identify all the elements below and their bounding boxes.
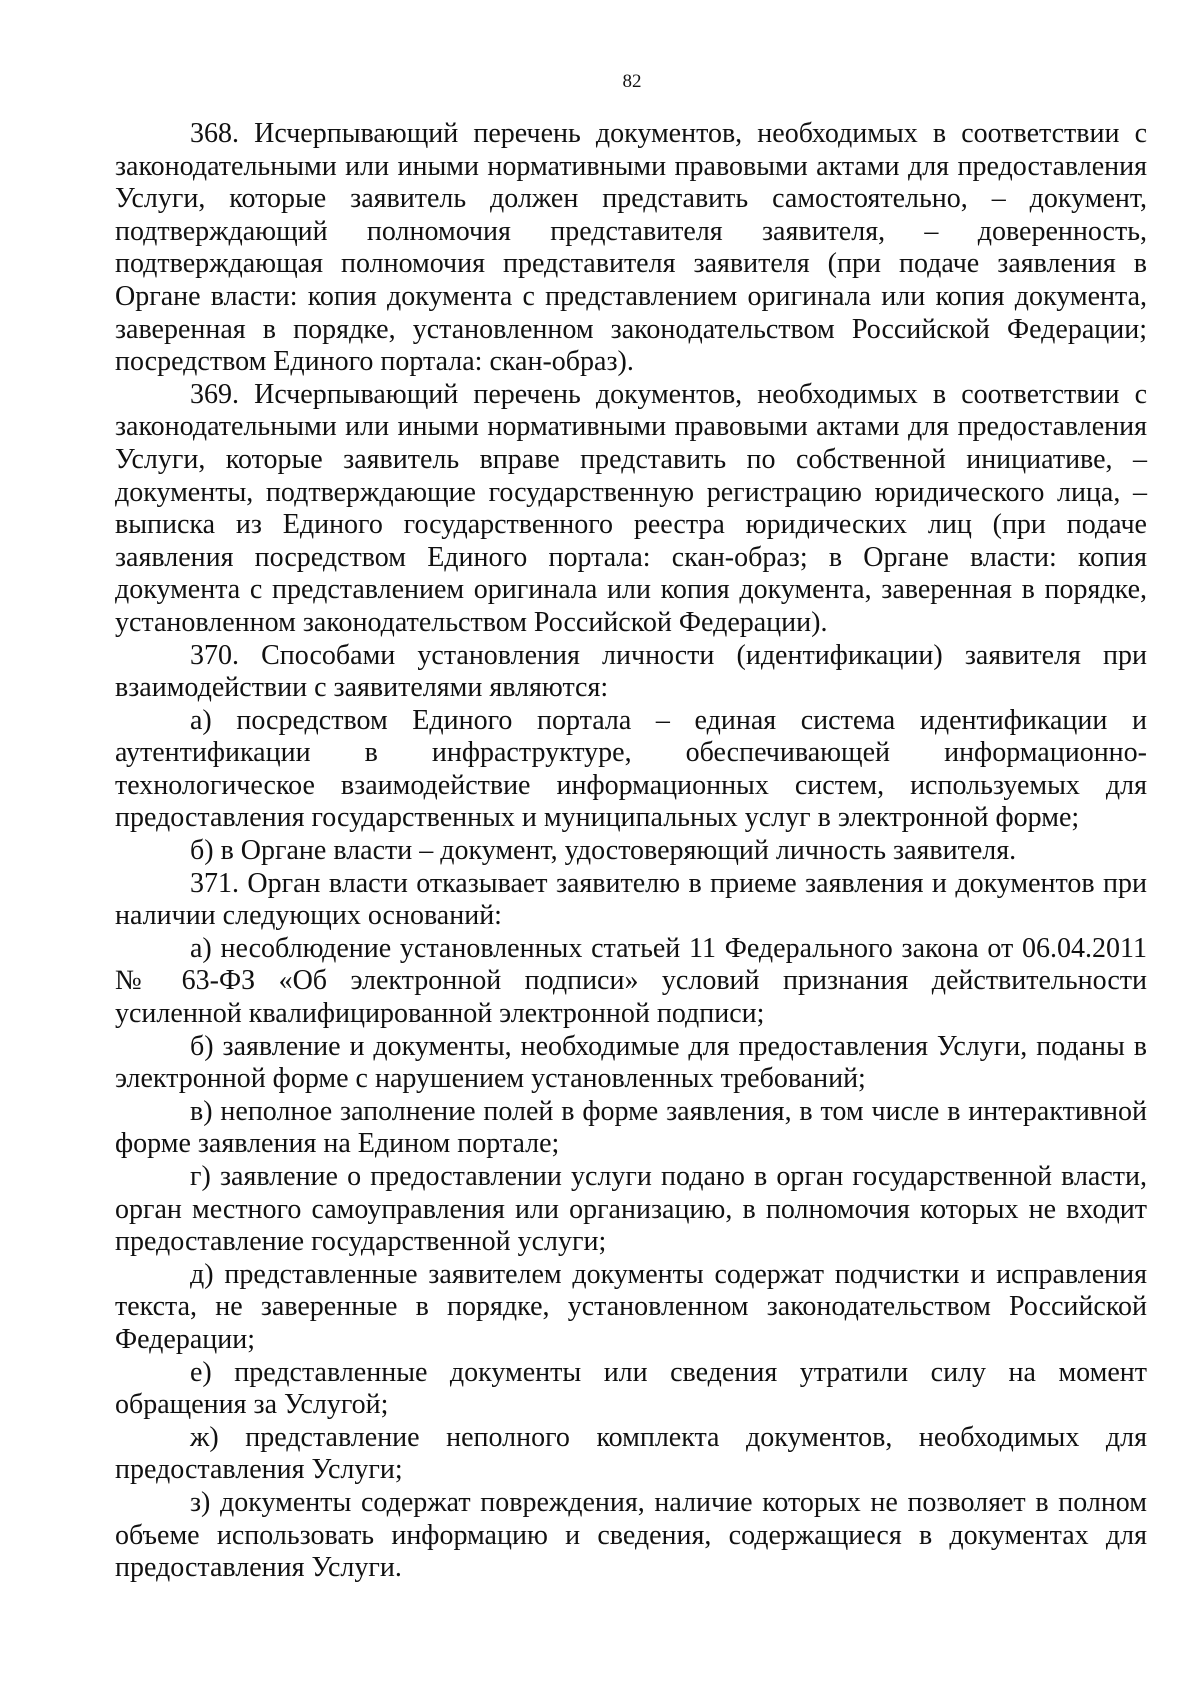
paragraph-371-e: е) представленные документы или сведения утратили силу на момент обращения за Услугой; <box>115 1356 1147 1421</box>
page-number: 82 <box>622 71 642 92</box>
paragraph-371-v: в) неполное заполнение полей в форме заявления, в том числе в интерактивной форме заявления на Едином портале; <box>115 1095 1147 1160</box>
paragraph-371: 371. Орган власти отказывает заявителю в приеме заявления и документов при наличии следующих оснований: <box>115 867 1147 932</box>
paragraph-371-z: з) документы содержат повреждения, наличие которых не позволяет в полном объеме использовать информацию и сведения, содержащиеся в документах для предоставления Услуги. <box>115 1486 1147 1584</box>
paragraph-371-g: г) заявление о предоставлении услуги подано в орган государственной власти, орган местного самоуправления или организацию, в полномочия которых не входит предоставление государственной услуги; <box>115 1161 1147 1258</box>
paragraph-370-a: а) посредством Единого портала – единая система идентификации и аутентификации в инфраструктуре, обеспечивающей информационно-технологическое взаимодействие информационных систем, используемых для предоставления государственных и муниципальных услуг в электронной форме; <box>115 704 1147 834</box>
paragraph-371-a: а) несоблюдение установленных статьей 11 Федерального закона от 06.04.2011 № 63-ФЗ «Об электронной подписи» условий признания действительности усиленной квалифицированной электронной подписи; <box>115 932 1147 1030</box>
paragraph-370-b: б) в Органе власти – документ, удостоверяющий личность заявителя. <box>190 835 1017 867</box>
paragraph-371-zh: ж) представление неполного комплекта документов, необходимых для предоставления Услуги; <box>115 1421 1147 1486</box>
paragraph-371-d: д) представленные заявителем документы содержат подчистки и исправления текста, не заверенные в порядке, установленном законодательством Российской Федерации; <box>115 1258 1147 1355</box>
paragraph-370: 370. Способами установления личности (идентификации) заявителя при взаимодействии с заявителями являются: <box>115 639 1147 704</box>
paragraph-368: 368. Исчерпывающий перечень документов, необходимых в соответствии с законодательными или иными нормативными правовыми актами для предоставления Услуги, которые заявитель должен представить самостоятельно, – документ, подтверждающий полномочия представителя заявителя, – доверенность, подтверждающая полномочия представителя заявителя (при подаче заявления в Органе власти: копия документа с представлением оригинала или копия документа, заверенная в порядке, установленном законодательством Российской Федерации; посредством Единого портала: скан-образ). <box>115 118 1147 378</box>
document-body <box>115 118 1147 1585</box>
paragraph-371-b: б) заявление и документы, необходимые для предоставления Услуги, поданы в электронной форме с нарушением установленных требований; <box>115 1030 1147 1095</box>
paragraph-369: 369. Исчерпывающий перечень документов, необходимых в соответствии с законодательными или иными нормативными правовыми актами для предоставления Услуги, которые заявитель вправе представить по собственной инициативе, – документы, подтверждающие государственную регистрацию юридического лица, – выписка из Единого государственного реестра юридических лиц (при подаче заявления посредством Единого портала: скан-образ; в Органе власти: копия документа с представлением оригинала или копия документа, заверенная в порядке, установленном законодательством Российской Федерации). <box>115 378 1147 638</box>
